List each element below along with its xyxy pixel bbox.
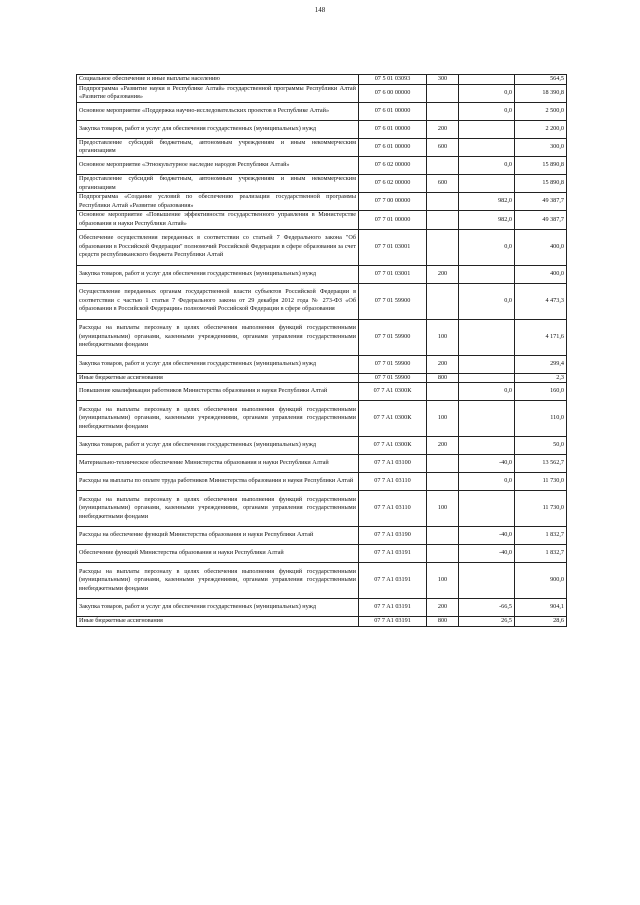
change-amount: 0,0 [459,84,515,102]
target-article-code: 07 6 01 00000 [359,120,427,138]
total-amount: 15 890,8 [515,174,567,192]
expense-name: Расходы на выплаты персоналу в целях обеспечения выполнения функций государственными (муниципальными) органами, казенными учреждениями, органами управления государственными внебюджетными фондами [77,401,359,437]
table-row [77,491,567,527]
expense-type-code [427,283,459,319]
total-amount: 564,5 [515,75,567,85]
table-row [77,373,567,383]
change-amount [459,75,515,85]
expense-name: Иные бюджетные ассигнования [77,617,359,627]
target-article-code: 07 6 01 00000 [359,102,427,120]
total-amount: 11 730,0 [515,473,567,491]
total-amount: 1 832,7 [515,527,567,545]
expense-name: Предоставление субсидий бюджетным, автономным учреждениям и иным некоммерческим организациям [77,138,359,156]
change-amount [459,491,515,527]
expense-type-code [427,84,459,102]
expense-name: Основное мероприятие «Поддержка научно-исследовательских проектов в Республике Алтай» [77,102,359,120]
total-amount: 400,0 [515,265,567,283]
expense-type-code [427,102,459,120]
total-amount: 300,0 [515,138,567,156]
total-amount: 400,0 [515,229,567,265]
total-amount: 4 171,6 [515,319,567,355]
total-amount: 160,0 [515,383,567,401]
expense-type-code: 200 [427,437,459,455]
expense-type-code: 800 [427,617,459,627]
table-row [77,401,567,437]
table-row [77,75,567,85]
budget-table-body [77,75,567,627]
change-amount [459,437,515,455]
change-amount: 0,0 [459,229,515,265]
change-amount: 26,5 [459,617,515,627]
expense-name: Расходы на выплаты по оплате труда работников Министерства образования и науки Республики Алтай [77,473,359,491]
target-article-code: 07 6 01 00000 [359,138,427,156]
change-amount: -66,5 [459,599,515,617]
table-row [77,473,567,491]
expense-type-code: 200 [427,355,459,373]
change-amount: 0,0 [459,156,515,174]
target-article-code: 07 7 A1 03191 [359,545,427,563]
expense-name: Предоставление субсидий бюджетным, автономным учреждениям и иным некоммерческим организациям [77,174,359,192]
total-amount: 4 473,3 [515,283,567,319]
expense-type-code: 100 [427,491,459,527]
target-article-code: 07 7 01 59900 [359,283,427,319]
expense-name: Иные бюджетные ассигнования [77,373,359,383]
expense-type-code: 800 [427,373,459,383]
target-article-code: 07 7 01 03001 [359,229,427,265]
change-amount [459,265,515,283]
expense-type-code: 600 [427,174,459,192]
total-amount: 1 832,7 [515,545,567,563]
total-amount: 2 500,0 [515,102,567,120]
table-row [77,84,567,102]
table-row [77,102,567,120]
table-row [77,319,567,355]
table-row [77,193,567,211]
expense-name: Социальное обеспечение и иные выплаты населению [77,75,359,85]
table-row [77,527,567,545]
expense-type-code [427,473,459,491]
table-row [77,174,567,192]
target-article-code: 07 7 A1 03100 [359,455,427,473]
change-amount [459,563,515,599]
expense-name: Закупка товаров, работ и услуг для обеспечения государственных (муниципальных) нужд [77,355,359,373]
table-row [77,383,567,401]
total-amount: 110,0 [515,401,567,437]
expense-name: Осуществление переданных органам государственной власти субъектов Российской Федерации в соответствии с частью 1 статьи 7 Федерального закона от 29 декабря 2012 года № 273-ФЗ «Об образовании в Российской Федерации» полномочий Российской Федерации в сфере образования [77,283,359,319]
expense-name: Подпрограмма «Создание условий по обеспечению реализации государственной программы Республики Алтай «Развитие образования» [77,193,359,211]
target-article-code: 07 7 01 59900 [359,355,427,373]
change-amount: -40,0 [459,545,515,563]
expense-type-code [427,545,459,563]
expense-name: Закупка товаров, работ и услуг для обеспечения государственных (муниципальных) нужд [77,120,359,138]
total-amount: 49 387,7 [515,211,567,229]
expense-type-code: 200 [427,599,459,617]
expense-type-code [427,527,459,545]
page-number: 148 [314,6,326,14]
target-article-code: 07 7 A1 03191 [359,599,427,617]
expense-name: Подпрограмма «Развитие науки в Республике Алтай» государственной программы Республики Алтай «Развитие образования» [77,84,359,102]
table-row [77,229,567,265]
total-amount: 900,0 [515,563,567,599]
expense-name: Основное мероприятие «Этнокультурное наследие народов Республики Алтай» [77,156,359,174]
expense-type-code: 600 [427,138,459,156]
expense-type-code: 100 [427,401,459,437]
table-row [77,120,567,138]
expense-type-code: 100 [427,563,459,599]
table-row [77,599,567,617]
expense-type-code [427,193,459,211]
change-amount: 982,0 [459,193,515,211]
expense-name: Закупка товаров, работ и услуг для обеспечения государственных (муниципальных) нужд [77,265,359,283]
table-row [77,437,567,455]
target-article-code: 07 7 01 59900 [359,373,427,383]
target-article-code: 07 7 A1 03190 [359,527,427,545]
table-row [77,563,567,599]
change-amount: 982,0 [459,211,515,229]
change-amount [459,319,515,355]
total-amount: 15 890,8 [515,156,567,174]
change-amount [459,120,515,138]
total-amount: 2,3 [515,373,567,383]
total-amount: 2 200,0 [515,120,567,138]
total-amount: 904,1 [515,599,567,617]
total-amount: 18 390,8 [515,84,567,102]
target-article-code: 07 7 A1 0300К [359,437,427,455]
change-amount [459,373,515,383]
table-row [77,265,567,283]
table-row [77,211,567,229]
table-row [77,355,567,373]
expense-name: Обеспечение функций Министерства образования и науки Республики Алтай [77,545,359,563]
target-article-code: 07 7 01 59900 [359,319,427,355]
target-article-code: 07 6 02 00000 [359,156,427,174]
target-article-code: 07 7 01 03001 [359,265,427,283]
budget-table [76,74,567,627]
table-row [77,545,567,563]
expense-type-code: 200 [427,120,459,138]
table-row [77,617,567,627]
target-article-code: 07 6 00 00000 [359,84,427,102]
total-amount: 49 387,7 [515,193,567,211]
change-amount: 0,0 [459,383,515,401]
target-article-code: 07 5 01 03093 [359,75,427,85]
change-amount: -40,0 [459,455,515,473]
expense-name: Обеспечение осуществления переданных в соответствии со статьей 7 Федерального закона "Об образовании в Российской Федерации" полномочий Российской Федерации в сфере образования за счет средств республиканского бюджета Республики Алтай [77,229,359,265]
change-amount [459,401,515,437]
total-amount: 50,0 [515,437,567,455]
target-article-code: 07 6 02 00000 [359,174,427,192]
table-row [77,156,567,174]
expense-name: Расходы на выплаты персоналу в целях обеспечения выполнения функций государственными (муниципальными) органами, казенными учреждениями, органами управления государственными внебюджетными фондами [77,491,359,527]
change-amount: 0,0 [459,283,515,319]
expense-name: Основное мероприятие «Повышение эффективности государственного управления в Министерстве образования и науки Республики Алтай» [77,211,359,229]
change-amount [459,138,515,156]
expense-name: Материально-техническое обеспечение Министерства образования и науки Республики Алтай [77,455,359,473]
expense-type-code: 100 [427,319,459,355]
table-row [77,138,567,156]
target-article-code: 07 7 A1 0300К [359,401,427,437]
expense-type-code [427,455,459,473]
expense-type-code [427,156,459,174]
expense-type-code: 200 [427,265,459,283]
table-row [77,283,567,319]
change-amount: 0,0 [459,102,515,120]
target-article-code: 07 7 A1 03191 [359,563,427,599]
change-amount: -40,0 [459,527,515,545]
target-article-code: 07 7 01 00000 [359,211,427,229]
target-article-code: 07 7 A1 03191 [359,617,427,627]
total-amount: 28,6 [515,617,567,627]
expense-name: Расходы на выплаты персоналу в целях обеспечения выполнения функций государственными (муниципальными) органами, казенными учреждениями, органами управления государственными внебюджетными фондами [77,563,359,599]
expense-type-code [427,383,459,401]
change-amount: 0,0 [459,473,515,491]
expense-name: Расходы на выплаты персоналу в целях обеспечения выполнения функций государственными (муниципальными) органами, казенными учреждениями, органами управления государственными внебюджетными фондами [77,319,359,355]
change-amount [459,174,515,192]
expense-name: Расходы на обеспечение функций Министерства образования и науки Республики Алтай [77,527,359,545]
change-amount [459,355,515,373]
expense-name: Закупка товаров, работ и услуг для обеспечения государственных (муниципальных) нужд [77,437,359,455]
expense-type-code [427,229,459,265]
target-article-code: 07 7 00 00000 [359,193,427,211]
expense-name: Закупка товаров, работ и услуг для обеспечения государственных (муниципальных) нужд [77,599,359,617]
target-article-code: 07 7 A1 0300К [359,383,427,401]
total-amount: 11 730,0 [515,491,567,527]
total-amount: 299,4 [515,355,567,373]
target-article-code: 07 7 A1 03110 [359,491,427,527]
total-amount: 13 562,7 [515,455,567,473]
expense-type-code [427,211,459,229]
expense-type-code: 300 [427,75,459,85]
table-row [77,455,567,473]
expense-name: Повышение квалификации работников Министерства образования и науки Республики Алтай [77,383,359,401]
target-article-code: 07 7 A1 03110 [359,473,427,491]
